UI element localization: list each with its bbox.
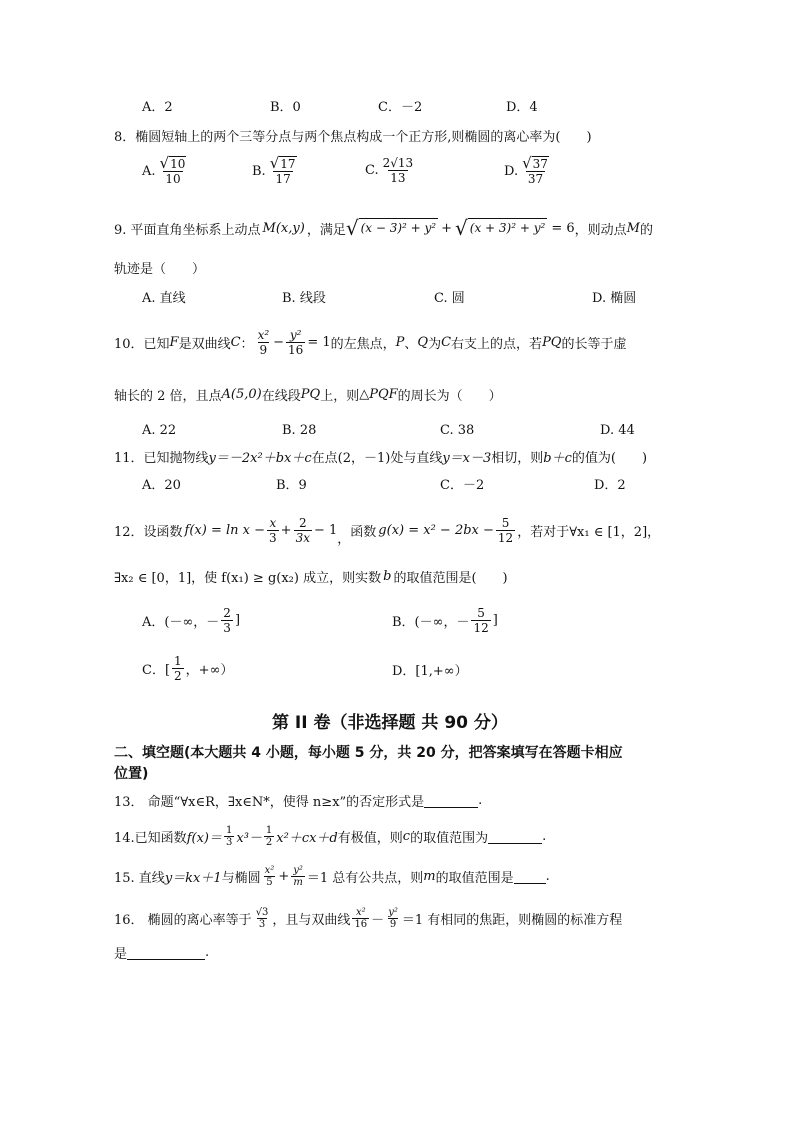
q8-option-b-numerator: √ 17 — [269, 154, 296, 172]
q9-sqrt-right: √ (x + 3)² + y² — [455, 216, 546, 240]
q16-end: . — [205, 944, 210, 960]
q11-expr: y＝－2x²＋bx＋c — [208, 450, 312, 466]
q9-question-line1 — [114, 216, 653, 240]
q12-m1: − 1 — [313, 522, 338, 538]
q10-t5: 的长等于虚 — [561, 336, 627, 352]
q15-question — [114, 858, 550, 894]
q10-p: P — [395, 334, 405, 350]
q10-option-d: D. 44 — [600, 423, 635, 438]
q12-comma: ， — [337, 531, 351, 547]
q9-plus: + — [441, 220, 453, 236]
q12-option-a-post: ] — [234, 612, 241, 628]
q8-option-b-denominator: 17 — [275, 172, 291, 186]
q11-question — [114, 446, 647, 466]
q10-eq1: = 1 — [307, 334, 331, 350]
q8-option-d-fraction — [520, 156, 551, 186]
q8-option-d-numerator: √ 37 — [522, 154, 548, 172]
q8-option-c-fraction — [381, 156, 416, 185]
q11-text-b: 在点(2，－1)处与直线 — [311, 450, 443, 466]
q12-question-line1 — [114, 510, 660, 550]
q15-c: ＝1 总有公共点，则 — [306, 870, 424, 886]
q10-y-fraction: $\frac{\text{y²}}{16}$ — [288, 327, 304, 357]
q15-plus: + — [278, 868, 290, 884]
q8-option-c-numerator: 2√13 — [382, 156, 414, 170]
q10-t1: 是双曲线 — [178, 336, 231, 352]
q7-option-b: B．0 — [270, 100, 301, 115]
q12-gx: g(x) = x² − 2bx − — [378, 522, 494, 538]
q16-c: ＝1 有相同的焦距，则椭圆的标准方程 — [401, 912, 623, 928]
q12-plus: + — [280, 522, 292, 538]
q10-triangle: △PQF — [359, 386, 398, 402]
q12-frac1: $\frac{x}{3}$ — [269, 515, 277, 545]
q16-frac1: $\frac{√3}{3}$ — [255, 906, 269, 930]
q8-option-c-denominator: 13 — [390, 171, 406, 185]
q7-option-a: A．2 — [142, 100, 173, 115]
q10-prefix: 10．已知 — [114, 336, 170, 352]
q15-frac1: $\frac{\text{x²}}{5}$ — [264, 864, 275, 888]
q9-suffix: ，则动点 — [574, 222, 627, 238]
section-title: 第 II 卷（非选择题 共 90 分） — [272, 713, 508, 733]
q14-frac2: $\frac{1}{2}$ — [265, 824, 273, 848]
q12-t1: 函数 — [350, 524, 377, 540]
q16-question-line2 — [114, 942, 209, 962]
q14-answer-blank[interactable] — [488, 829, 542, 844]
q9-option-c: C. 圆 — [434, 291, 465, 306]
q7-option-d: D．4 — [506, 100, 538, 115]
q10-c2: C — [441, 334, 452, 350]
q10-option-a: A. 22 — [142, 423, 177, 438]
q12-option-a-frac: $\frac{2}{3}$ — [223, 605, 231, 635]
q8-option-b-fraction — [268, 156, 299, 186]
section-heading-line2: 位置) — [114, 766, 149, 782]
q12-option-c-post: ，+∞） — [185, 662, 234, 678]
q10-t2: 的左焦点， — [330, 336, 396, 352]
q15-frac2: $\frac{\text{y²}}{m}$ — [293, 864, 303, 888]
q12-option-b-frac: $\frac{5}{12}$ — [473, 605, 489, 635]
q8-question: 8．椭圆短轴上的两个三等分点与两个焦点构成一个正方形,则椭圆的离心率为( ) — [114, 130, 592, 145]
q13-text: 13． 命题“∀x∈R，∃x∈N*，使得 n≥x”的否定形式是 — [114, 794, 425, 810]
q16-answer-blank[interactable] — [127, 945, 205, 960]
q10-line2-d: 的周长为（ ） — [397, 388, 502, 404]
q10-question-line2 — [114, 384, 502, 404]
q10-f: F — [169, 334, 179, 350]
q12-frac3: $\frac{5}{12}$ — [497, 515, 514, 545]
q9-point: M(x,y) — [262, 220, 305, 236]
q12-option-a — [142, 602, 240, 638]
q10-x-fraction: $\frac{\text{x²}}{9}$ — [257, 327, 270, 357]
q12-option-a-pre: A．(－∞，－ — [142, 614, 220, 630]
q10-minus: − — [273, 334, 285, 350]
q8-option-d-denominator: 37 — [527, 172, 544, 186]
q15-d: 的取值范围是 — [435, 870, 514, 886]
q11-option-a: A．20 — [142, 478, 181, 493]
q12-line2-end: 的取值范围是( ) — [393, 570, 508, 586]
q10-t4: 右支上的点，若 — [451, 336, 543, 352]
q13-end: . — [478, 792, 483, 808]
q8-option-d — [504, 156, 553, 186]
q12-option-d: D．[1,+∞） — [392, 664, 468, 679]
q11-text-d: 的值为( ) — [571, 450, 648, 466]
q10-line2-c: 上，则 — [320, 388, 360, 404]
q16-a: 16． 椭圆的离心率等于 — [114, 912, 252, 928]
q8-option-a-numerator: √ 10 — [159, 154, 186, 172]
q16-b: ，且与双曲线 — [272, 912, 351, 928]
q9-option-b: B. 线段 — [282, 291, 326, 306]
q9-eq-tail: = 6 — [551, 220, 575, 236]
q10-line2-a: 轴长的 2 倍，且点 — [114, 388, 222, 404]
q8-option-a-fraction — [158, 156, 189, 186]
q12-t2: ，若对于∀x₁ ∈ [1，2]， — [517, 524, 661, 540]
q12-option-b — [392, 602, 498, 638]
q11-option-b: B．9 — [276, 478, 307, 493]
q13-question — [114, 790, 482, 810]
q10-dun: 、 — [404, 336, 418, 352]
q11-bc: b＋c — [543, 450, 572, 466]
q12-prefix: 12．设函数 — [114, 524, 183, 540]
q10-pq: PQ — [542, 334, 562, 350]
q12-frac2: $\frac{2}{3x}$ — [295, 515, 310, 545]
q9-option-a: A. 直线 — [142, 291, 186, 306]
q12-question-line2 — [114, 566, 508, 586]
q10-colon: ： — [240, 336, 254, 352]
q8-option-d-label: D. — [504, 163, 519, 179]
q16-line2: 是 — [114, 946, 128, 962]
q16-question-line1 — [114, 900, 622, 936]
q16-frac3: $\frac{\text{y²}}{9}$ — [388, 906, 398, 930]
q14-c: x²＋cx＋d — [276, 830, 338, 846]
q8-option-b — [252, 156, 301, 186]
q8-option-c-label: C. — [365, 163, 379, 178]
q11-text-c: 相切，则 — [491, 450, 544, 466]
q14-d: 有极值，则 — [337, 830, 403, 846]
q10-q: Q — [417, 334, 429, 350]
q15-b: 与椭圆 — [221, 870, 261, 886]
q12-option-b-post: ] — [492, 612, 498, 628]
q10-pq2: PQ — [300, 386, 321, 402]
q10-t3: 为 — [428, 336, 442, 352]
q12-option-b-pre: B．(－∞，－ — [392, 614, 470, 630]
q14-a: 14.已知函数 — [114, 830, 187, 846]
q7-option-c: C．－2 — [378, 100, 423, 115]
q10-c: C — [230, 334, 241, 350]
q11-option-c: C．－2 — [440, 478, 485, 493]
q8-option-a-denominator: 10 — [165, 172, 181, 186]
q10-question-line1 — [114, 322, 626, 362]
q9-mid: ，满足 — [306, 222, 346, 238]
q14-cc: c — [402, 828, 411, 844]
q12-line2: ∃x₂ ∈ [0，1]，使 f(x₁) ≥ g(x₂) 成立，则实数 — [114, 570, 382, 586]
q14-frac1: $\frac{1}{3}$ — [225, 824, 233, 848]
q12-option-c — [142, 650, 233, 686]
q12-option-c-pre: C．[ — [142, 662, 171, 678]
q12-option-c-frac: $\frac{1}{2}$ — [174, 653, 182, 683]
q13-answer-blank[interactable] — [424, 793, 478, 808]
q9-prefix: 9. 平面直角坐标系上动点 — [114, 222, 261, 238]
q14-end: . — [542, 828, 547, 844]
q8-option-b-label: B. — [252, 163, 266, 179]
q15-a: 15. 直线 — [114, 870, 165, 886]
q14-question — [114, 818, 546, 854]
q11-option-d: D．2 — [594, 478, 626, 493]
q8-option-c — [365, 156, 417, 185]
q15-m: m — [423, 868, 436, 884]
q10-point-a: A(5,0) — [221, 386, 262, 402]
q15-end: . — [545, 868, 550, 884]
q10-option-c: C. 38 — [440, 423, 475, 438]
q16-minus: － — [371, 912, 385, 928]
q9-sqrt-left: √ (x − 3)² + y² — [345, 216, 437, 240]
q14-b: x³－ — [236, 830, 262, 846]
q16-frac2: $\frac{\text{x²}}{16}$ — [354, 906, 368, 930]
q10-option-b: B. 28 — [282, 423, 317, 438]
q15-line: y＝kx＋1 — [164, 870, 222, 886]
q15-answer-blank[interactable] — [514, 869, 546, 884]
q11-text-a: 11．已知抛物线 — [114, 450, 209, 466]
q9-m: M — [626, 220, 640, 236]
q9-de: 的 — [639, 222, 653, 238]
q8-option-a — [142, 156, 190, 186]
q12-b: b — [383, 568, 392, 584]
section-heading-line1: 二、填空题(本大题共 4 小题，每小题 5 分，共 20 分，把答案填写在答题卡相应 — [114, 745, 623, 761]
q9-option-d: D. 椭圆 — [592, 291, 637, 306]
q10-line2-b: 在线段 — [261, 388, 301, 404]
q8-option-a-label: A. — [142, 163, 156, 179]
q12-fx: f(x) = ln x − — [184, 522, 266, 538]
q11-line: y＝x－3 — [442, 450, 492, 466]
q14-e: 的取值范围为 — [410, 830, 489, 846]
q14-fx: f(x)＝ — [186, 830, 222, 846]
q9-question-line2: 轨迹是（ ） — [114, 262, 206, 277]
